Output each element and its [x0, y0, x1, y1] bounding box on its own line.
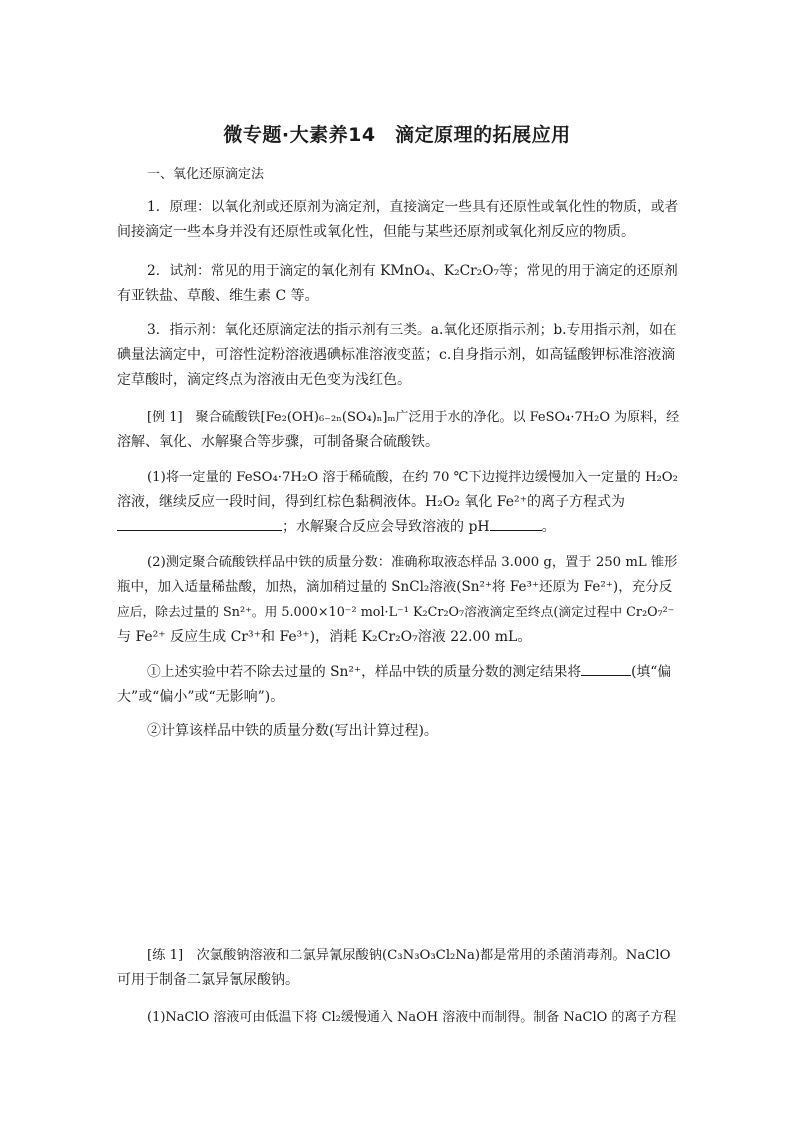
text-line: 大”或“偏小”或“无影响”)。 [117, 689, 285, 705]
answer-blank[interactable] [117, 516, 282, 531]
text-line: 与 Fe²⁺ 反应生成 Cr³⁺和 Fe³⁺)，消耗 K₂Cr₂O₇溶液 22.00 mL。 [117, 629, 532, 645]
text-line: ①上述实验中若不除去过量的 Sn²⁺，样品中铁的质量分数的测定结果将 (填“偏 [117, 660, 679, 685]
section-heading: 一、氧化还原滴定法 [147, 167, 265, 182]
text-line: [例 1] 聚合硫酸铁[Fe₂(OH)₆₋₂ₙ(SO₄)ₙ]ₘ广泛用于水的净化。以 FeSO₄·7H₂O 为原料，经 [147, 410, 680, 425]
text-line: 2．试剂：常见的用于滴定的氧化剂有 KMnO₄、K₂Cr₂O₇等；常见的用于滴定的还原剂 [147, 263, 678, 279]
answer-blank[interactable] [581, 661, 631, 676]
text-line: 间接滴定一些本身并没有还原性或氧化性，但能与某些还原剂或氧化剂反应的物质。 [117, 224, 635, 240]
text-line: [练 1] 次氯酸钠溶液和二氯异氰尿酸钠(C₃N₃O₃Cl₂Na)都是常用的杀菌消毒剂。NaClO [147, 948, 671, 963]
example-1-paragraph [117, 405, 679, 455]
question-2b-paragraph [117, 719, 679, 744]
text-line: 应后，除去过量的 Sn²⁺。用 5.000×10⁻² mol·L⁻¹ K₂Cr₂O₇溶液滴定至终点(滴定过程中 Cr₂O₇²⁻ [117, 605, 675, 620]
text-line: 碘量法滴定中，可溶性淀粉溶液遇碘标准溶液变蓝；c.自身指示剂，如高锰酸钾标准溶液滴 [117, 347, 676, 363]
text-line: 溶液，继续反应一段时间，得到红棕色黏稠液体。H₂O₂ 氧化 Fe²⁺的离子方程式为 [117, 494, 626, 510]
text-line: 可用于制备二氯异氰尿酸钠。 [117, 972, 299, 988]
text-line: (1)将一定量的 FeSO₄·7H₂O 溶于稀硫酸，在约 70 ℃下边搅拌边缓慢加入一定量的 H₂O₂ [147, 470, 678, 485]
reagent-paragraph [117, 259, 679, 309]
principle-paragraph [117, 195, 679, 245]
text-line: 定草酸时，滴定终点为溶液由无色变为浅红色。 [117, 372, 411, 388]
question-1-paragraph [117, 465, 679, 540]
question-2-paragraph [117, 550, 679, 650]
answer-blank[interactable] [490, 516, 542, 531]
text-line: ；水解聚合反应会导致溶液的 pH 。 [117, 515, 679, 540]
text-line: ②计算该样品中铁的质量分数(写出计算过程)。 [147, 723, 438, 739]
practice-1-paragraph [117, 943, 679, 993]
page-title: 微专题·大素养14 滴定原理的拓展应用 [223, 124, 571, 146]
text-line: 瓶中，加入适量稀盐酸，加热，滴加稍过量的 SnCl₂溶液(Sn²⁺将 Fe³⁺还原为 Fe²⁺)，充分反 [117, 579, 673, 595]
text-line: 有亚铁盐、草酸、维生素 C 等。 [117, 288, 319, 304]
indicator-paragraph [117, 318, 679, 393]
text-line: (2)测定聚合硫酸铁样品中铁的质量分数：准确称取液态样品 3.000 g，置于 250 mL 锥形 [147, 555, 678, 570]
text-line: (1)NaClO 溶液可由低温下将 Cl₂缓慢通入 NaOH 溶液中而制得。制备 NaClO 的离子方程 [147, 1010, 677, 1025]
question-2a-paragraph [117, 660, 679, 710]
text-line: 3．指示剂：氧化还原滴定法的指示剂有三类。a.氧化还原指示剂；b.专用指示剂，如在 [147, 322, 677, 338]
text-line: 溶解、氧化、水解聚合等步骤，可制备聚合硫酸铁。 [117, 434, 439, 450]
practice-1-question-paragraph [117, 1005, 679, 1030]
text-line: 1．原理：以氧化剂或还原剂为滴定剂，直接滴定一些具有还原性或氧化性的物质，或者 [147, 199, 679, 215]
